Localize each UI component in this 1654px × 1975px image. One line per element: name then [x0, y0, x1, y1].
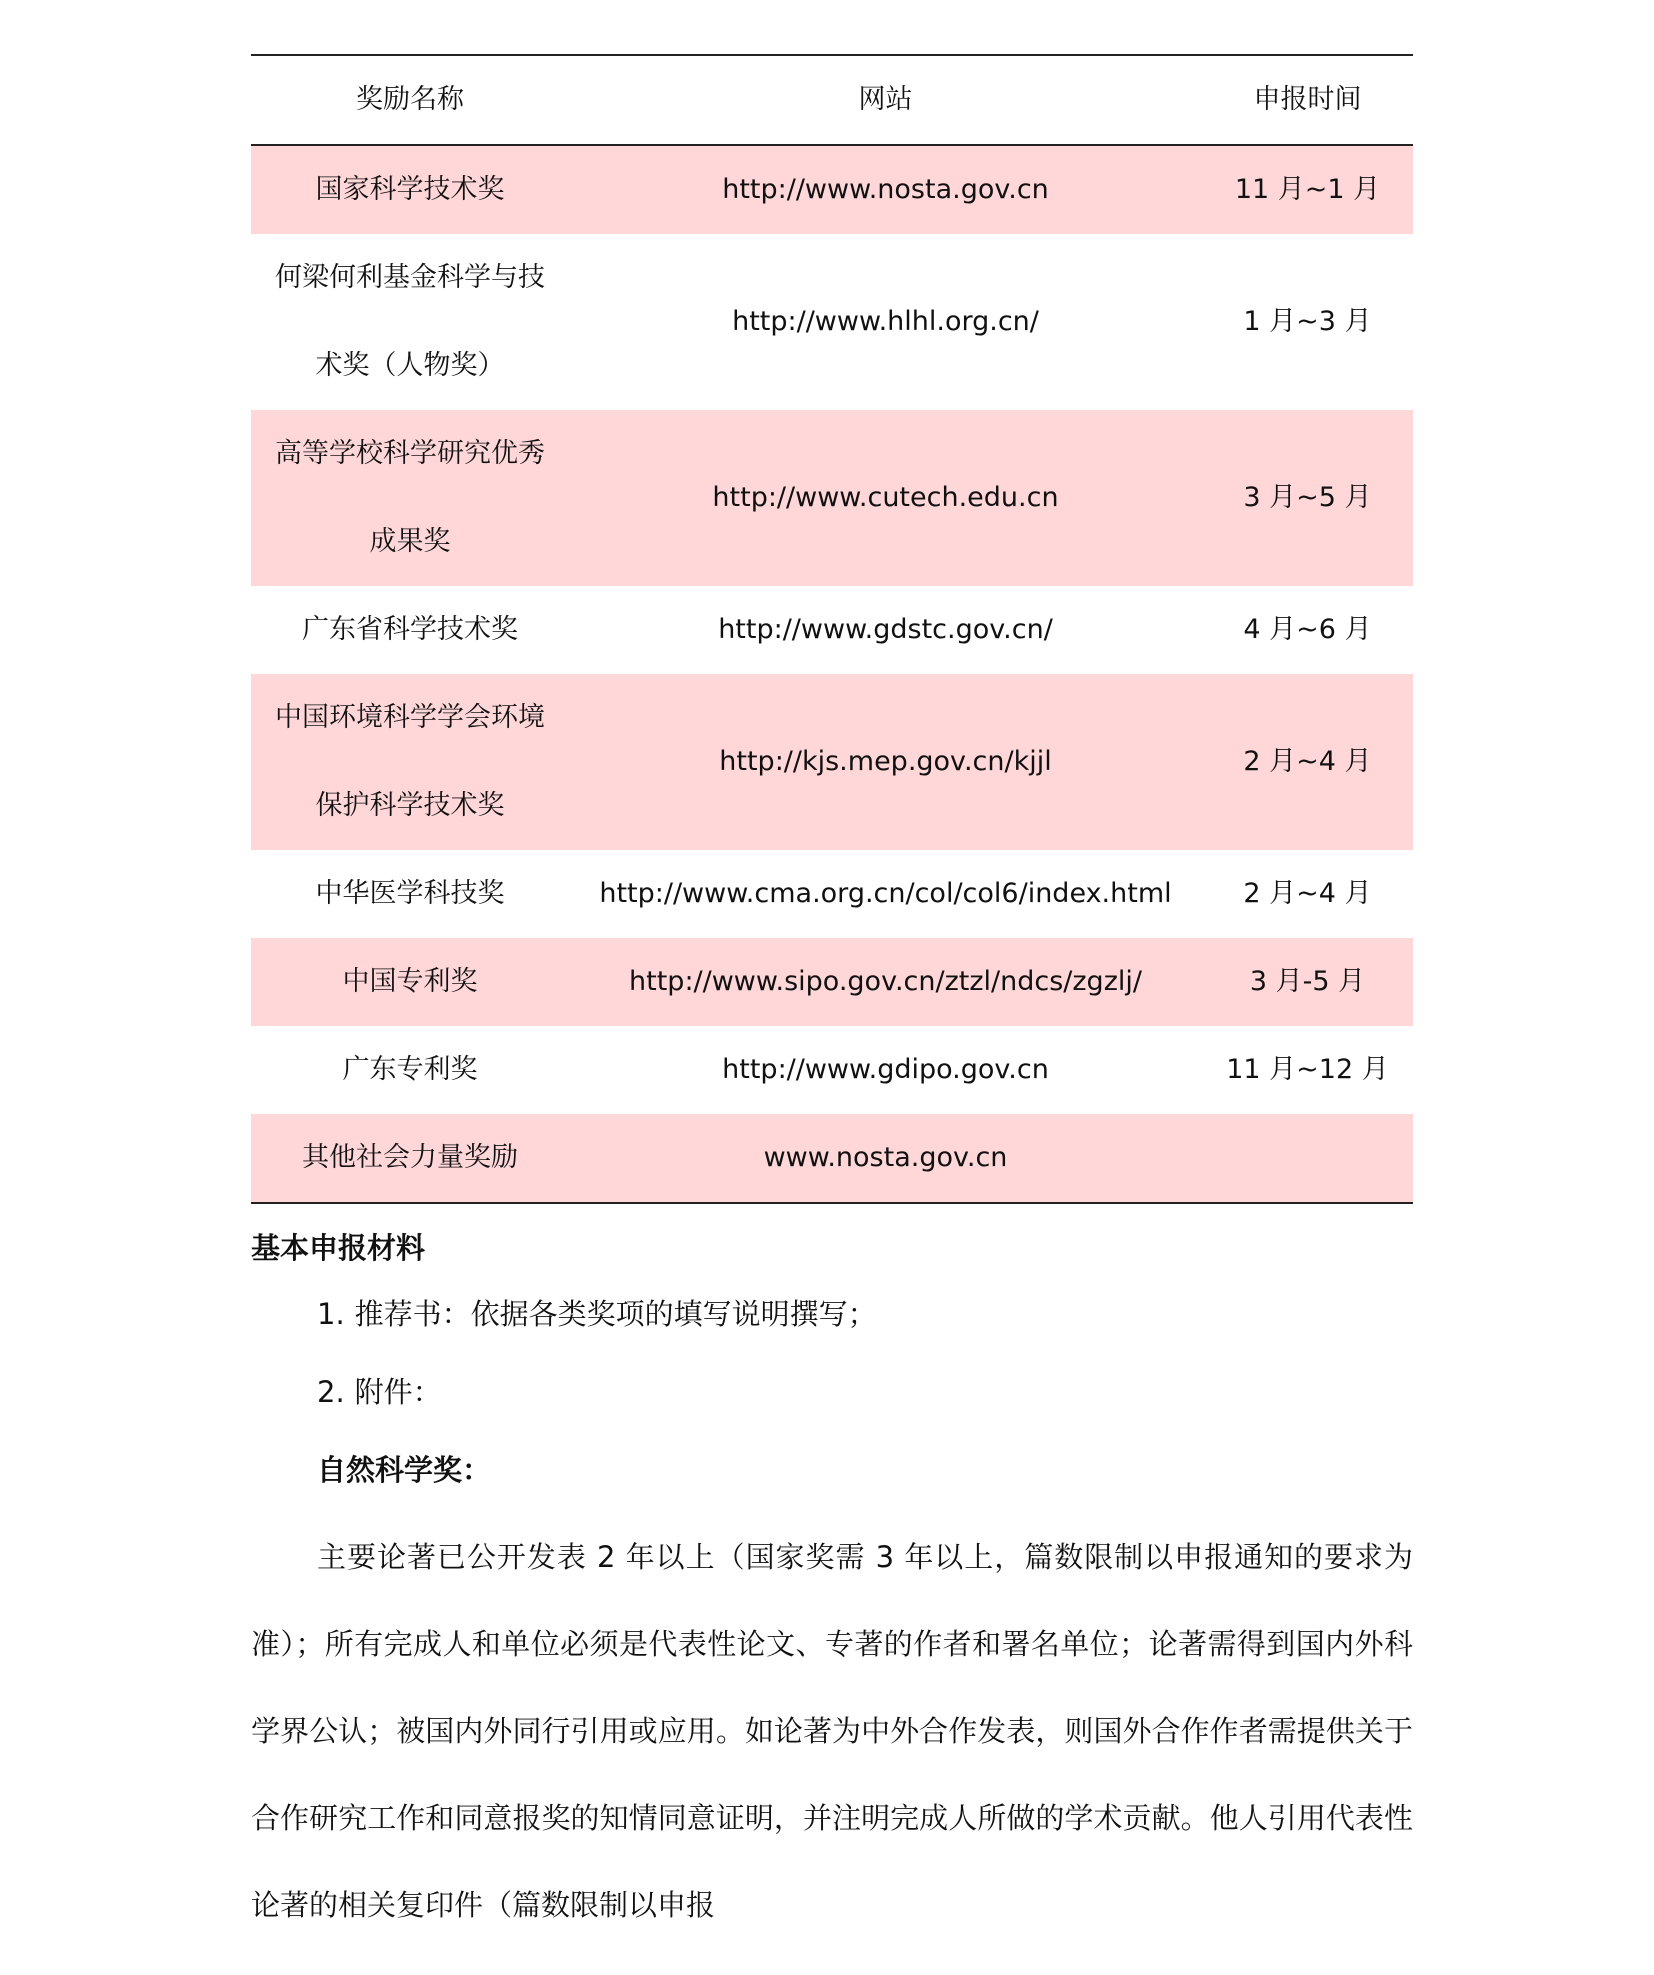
- award-url-link[interactable]: http://www.sipo.gov.cn/ztzl/ndcs/zgzlj/: [629, 966, 1142, 997]
- award-time: [1202, 1114, 1413, 1203]
- award-url-link[interactable]: http://kjs.mep.gov.cn/kjjl: [719, 746, 1052, 777]
- award-time: 11 月~12 月: [1226, 1054, 1389, 1085]
- list-item-text: 推荐书：依据各类奖项的填写说明撰写；: [354, 1297, 877, 1331]
- header-apply-time: 申报时间: [1253, 84, 1362, 115]
- award-name: 其他社会力量奖励: [302, 1142, 518, 1173]
- table-row: [251, 938, 1413, 1026]
- natural-science-subhead: 自然科学奖：: [317, 1453, 492, 1487]
- award-url-link[interactable]: http://www.gdstc.gov.cn/: [718, 614, 1053, 645]
- award-time: 11 月~1 月: [1234, 174, 1381, 205]
- table-row: [251, 234, 1413, 410]
- award-name: 高等学校科学研究优秀成果奖: [275, 438, 545, 557]
- header-award-name: 奖励名称: [356, 84, 464, 115]
- document-page: [251, 54, 1413, 1949]
- list-item-number: 1.: [317, 1297, 345, 1331]
- award-name: 中国专利奖: [342, 966, 478, 997]
- award-url-link[interactable]: http://www.cma.org.cn/col/col6/index.html: [599, 878, 1172, 909]
- award-url-link[interactable]: http://www.hlhl.org.cn/: [732, 306, 1039, 337]
- award-name: 中华医学科技奖: [315, 878, 505, 909]
- list-item: [251, 1348, 1413, 1436]
- table-row: [251, 1026, 1413, 1114]
- header-website: 网站: [858, 84, 913, 115]
- table-row: [251, 674, 1413, 850]
- award-name: 何梁何利基金科学与技术奖（人物奖）: [275, 262, 545, 381]
- award-url-link[interactable]: http://www.nosta.gov.cn: [722, 174, 1049, 205]
- award-name: 国家科学技术奖: [315, 174, 505, 205]
- award-time: 2 月~4 月: [1243, 878, 1372, 909]
- award-name: 广东省科学技术奖: [302, 614, 518, 645]
- awards-table: [251, 54, 1413, 1204]
- natural-science-paragraph: 主要论著已公开发表 2 年以上（国家奖需 3 年以上，篇数限制以申报通知的要求为准）；所有完成人和单位必须是代表性论文、专著的作者和署名单位；论著需得到国内外科学界公认；被国内外同行引用或应用。如论著为中外合作发表，则国外合作作者需提供关于合作研究工作和同意报奖的知情同意证明，并注明完成人所做的学术贡献。他人引用代表性论著的相关复印件（篇数限制以申报: [251, 1540, 1413, 1922]
- table-row: [251, 410, 1413, 586]
- table-row: [251, 1114, 1413, 1203]
- award-name: 中国环境科学学会环境保护科学技术奖: [275, 702, 545, 821]
- award-time: 3 月~5 月: [1243, 482, 1372, 513]
- award-url-link[interactable]: www.nosta.gov.cn: [763, 1142, 1008, 1173]
- table-row: [251, 850, 1413, 938]
- table-header-row: [251, 55, 1413, 145]
- award-url-link[interactable]: http://www.cutech.edu.cn: [712, 482, 1059, 513]
- table-row: [251, 145, 1413, 234]
- award-time: 3 月-5 月: [1249, 966, 1366, 997]
- award-url-link[interactable]: http://www.gdipo.gov.cn: [722, 1054, 1049, 1085]
- award-time: 2 月~4 月: [1243, 746, 1372, 777]
- list-item-number: 2.: [317, 1375, 345, 1409]
- list-item-text: 附件：: [354, 1375, 442, 1409]
- materials-section-title: 基本申报材料: [251, 1231, 426, 1265]
- award-name: 广东专利奖: [342, 1054, 478, 1085]
- list-item: [251, 1270, 1413, 1358]
- table-row: [251, 586, 1413, 674]
- award-time: 1 月~3 月: [1243, 306, 1372, 337]
- award-time: 4 月~6 月: [1243, 614, 1372, 645]
